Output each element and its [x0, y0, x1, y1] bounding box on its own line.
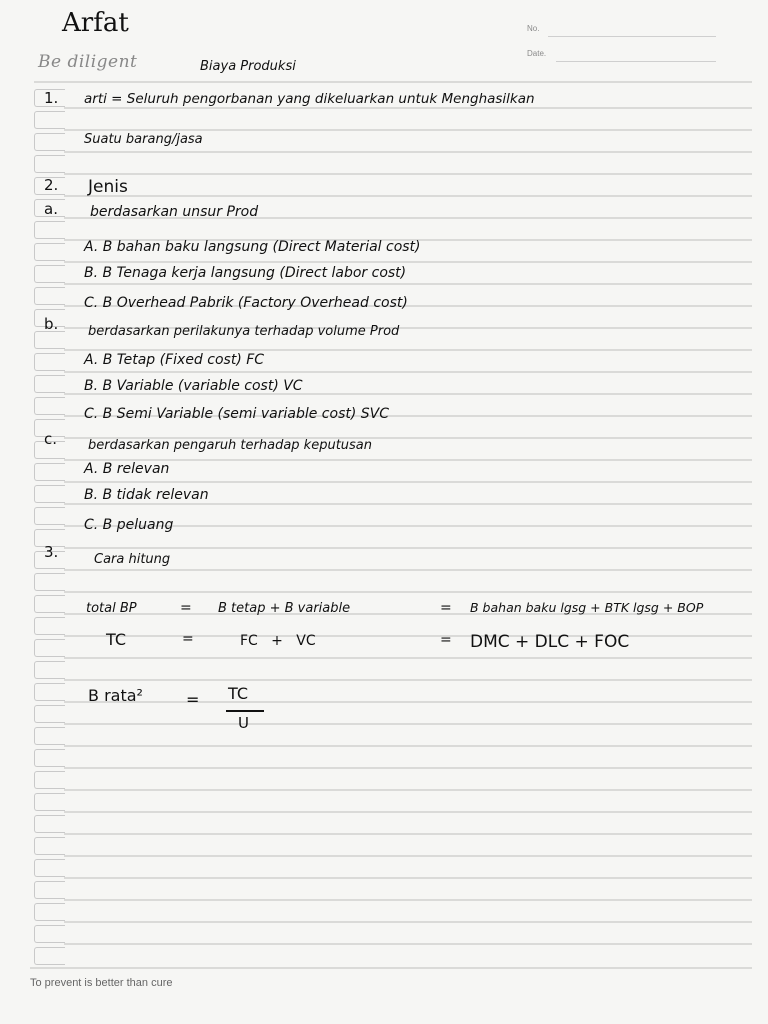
- margin-box: [34, 661, 65, 679]
- author-name: Arfat: [62, 8, 129, 38]
- margin-box: [34, 353, 65, 371]
- section-title: Jenis: [88, 177, 128, 197]
- margin-box: [34, 595, 65, 613]
- section-title: Cara hitung: [94, 552, 171, 567]
- margin-box: [34, 793, 65, 811]
- list-item: A. B Tetap (Fixed cost) FC: [84, 352, 265, 368]
- subsection-title: berdasarkan pengaruh terhadap keputusan: [88, 438, 373, 453]
- formula-label: B rata²: [88, 686, 143, 705]
- list-item: B. B Tenaga kerja langsung (Direct labor cost): [84, 265, 407, 281]
- list-item: A. B bahan baku langsung (Direct Material cost): [84, 239, 421, 255]
- margin-box: [34, 133, 65, 151]
- margin-box: [34, 903, 65, 921]
- margin-box: [34, 859, 65, 877]
- margin-box: [34, 683, 65, 701]
- formula-label: TC: [106, 630, 127, 649]
- no-field-line: [548, 36, 716, 37]
- margin-box: [34, 771, 65, 789]
- subsection-title: berdasarkan perilakunya terhadap volume Prod: [88, 324, 400, 339]
- margin-box: [34, 397, 65, 415]
- margin-box: [34, 727, 65, 745]
- margin-box: [34, 925, 65, 943]
- subsection-letter: c.: [44, 430, 58, 448]
- formula-label: total BP: [86, 601, 137, 616]
- margin-box: [34, 111, 65, 129]
- list-item: C. B Overhead Pabrik (Factory Overhead cost): [84, 295, 408, 311]
- margin-box: [34, 507, 65, 525]
- list-item: A. B relevan: [84, 461, 170, 477]
- margin-box: [34, 881, 65, 899]
- margin-box: [34, 749, 65, 767]
- footer-motto: To prevent is better than cure: [30, 977, 173, 989]
- date-label: Date.: [527, 49, 547, 58]
- list-item: C. B Semi Variable (semi variable cost) SVC: [84, 406, 390, 422]
- equals-sign: =: [440, 632, 452, 648]
- section-number: 3.: [44, 543, 59, 561]
- section-number: 2.: [44, 176, 59, 194]
- equals-sign: =: [182, 631, 194, 647]
- margin-box: [34, 617, 65, 635]
- margin-box: [34, 375, 65, 393]
- list-item: B. B tidak relevan: [84, 487, 209, 503]
- formula-expression: FC + VC: [240, 633, 316, 649]
- formula-expression: DMC + DLC + FOC: [470, 632, 630, 652]
- brand-logo-text: Be diligent: [38, 52, 138, 72]
- no-label: No.: [527, 24, 540, 33]
- fraction-denominator: U: [238, 714, 249, 732]
- equals-sign: =: [186, 690, 200, 709]
- margin-box: [34, 221, 65, 239]
- list-item: B. B Variable (variable cost) VC: [84, 378, 303, 394]
- formula-expression: B bahan baku lgsg + BTK lgsg + BOP: [470, 600, 704, 615]
- fraction-numerator: TC: [228, 684, 249, 703]
- list-item: C. B peluang: [84, 517, 174, 533]
- margin-box: [34, 265, 65, 283]
- margin-box: [34, 947, 65, 965]
- definition-line-2: Suatu barang/jasa: [84, 132, 203, 147]
- page-topic: Biaya Produksi: [200, 59, 296, 74]
- margin-box: [34, 331, 65, 349]
- margin-box: [34, 573, 65, 591]
- date-field-line: [556, 61, 716, 62]
- margin-box: [34, 639, 65, 657]
- definition-line-1: arti = Seluruh pengorbanan yang dikeluarkan untuk Menghasilkan: [84, 91, 535, 107]
- subsection-letter: a.: [44, 200, 58, 218]
- margin-box: [34, 287, 65, 305]
- margin-box: [34, 837, 65, 855]
- section-number: 1.: [44, 89, 59, 107]
- fraction-bar: [226, 710, 264, 712]
- margin-box: [34, 705, 65, 723]
- formula-expression: B tetap + B variable: [218, 601, 351, 616]
- subsection-letter: b.: [44, 315, 59, 333]
- margin-box: [34, 815, 65, 833]
- margin-box: [34, 243, 65, 261]
- subsection-title: berdasarkan unsur Prod: [90, 204, 259, 220]
- margin-box: [34, 155, 65, 173]
- equals-sign: =: [440, 600, 452, 616]
- margin-box: [34, 485, 65, 503]
- equals-sign: =: [180, 600, 192, 616]
- margin-box: [34, 463, 65, 481]
